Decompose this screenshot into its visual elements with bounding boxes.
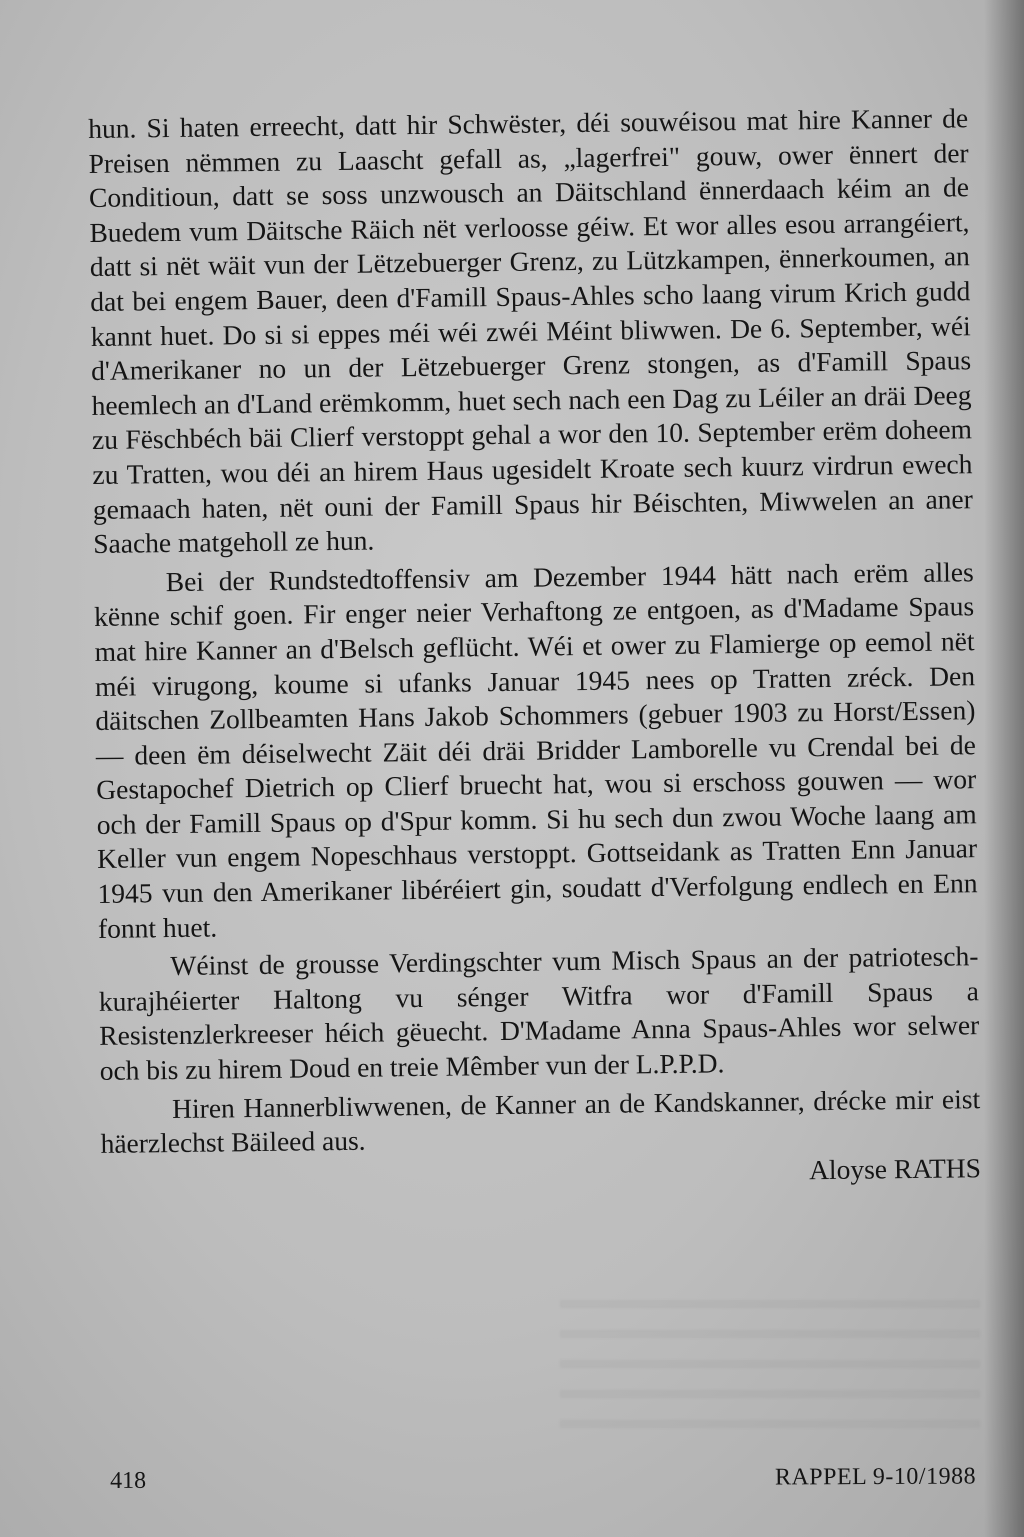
paragraph-2: Bei der Rundstedtoffensiv am Dezember 1944 hätt nach erëm alles kënne schif goen. Fir enger neier Verhaftong ze entgoen, as d'Madame Spaus mat hire Kanner an d'Belsch geflücht. Wéi et ower zu Flamierge op eemol nët méi virugong, koume si ufanks Januar 1945 nees op Tratten zréck. Den däitschen Zollbeamten Hans Jakob Schommers (gebuer 1903 zu Horst/Essen) — deen ëm déiselwecht Zäit déi dräi Bridder Lamborelle vu Crendal bei de Gestapochef Dietrich op Clierf bruecht hat, wou si erschoss gouwen — wor och der Famill Spaus op d'Spur komm. Si hu sech dun zwou Woche laang am Keller vun engem Nopeschhaus verstoppt. Gottseidank as Tratten Enn Januar 1945 vun den Amerikaner libéréiert gin, soudatt d'Verfolgung endlech en Enn fonnt huet.: [93, 555, 978, 944]
paragraph-4: Hiren Hannerbliwwenen, de Kanner an de Kandskanner, drécke mir eist häerzlechst Bäileed aus.: [100, 1082, 981, 1160]
page-footer: [110, 1463, 977, 1494]
page-edge-shadow: [984, 0, 1024, 1537]
paragraph-1: hun. Si haten erreecht, datt hir Schwëster, déi souwéisou mat hire Kanner de Preisen nëmmen zu Laascht gefall as, „lagerfrei" gouw, ower ënnert der Conditioun, datt se soss unzwousch an Däitschland ënnerdaach kéim an de Buedem vum Däitsche Räich nët verloosse géiw. Et wor alles esou arrangéiert, datt si nët wäit vun der Lëtzebuerger Grenz, zu Lützkampen, ënnerkoumen, an dat bei engem Bauer, deen d'Famill Spaus-Ahles scho laang virum Krich gudd kannt huet. Do si si eppes méi wéi zwéi Méint bliwwen. De 6. September, wéi d'Amerikaner no un der Lëtzebuerger Grenz stongen, as d'Famill Spaus heemlech an d'Land erëmkomm, huet sech nach een Dag zu Léiler an dräi Deeg zu Fëschbéch bäi Clierf verstoppt gehal a wor den 10. September erëm doheem zu Tratten, wou déi an hirem Haus ugesidelt Kroate sech kuurz virdrun ewech gemaach haten, nët ouni der Famill Spaus hir Béischten, Miwwelen an aner Saache matgeholl ze hun.: [88, 102, 973, 560]
article-body: [88, 101, 981, 1196]
bleed-through-shadow: [560, 1300, 980, 1430]
author-signature: Aloyse RATHS: [808, 1151, 982, 1186]
page-number: 418: [110, 1467, 147, 1494]
paragraph-3: Wéinst de grousse Verdingschter vum Misch Spaus an der patriotesch-kurajhéierter Haltong vu sénger Witfra wor d'Famill Spaus a Resistenzlerkreeser héich gëuecht. D'Madame Anna Spaus-Ahles wor selwer och bis zu hirem Doud en treie Mêmber vun der L.P.P.D.: [98, 940, 980, 1086]
journal-reference: RAPPEL 9-10/1988: [774, 1463, 977, 1491]
